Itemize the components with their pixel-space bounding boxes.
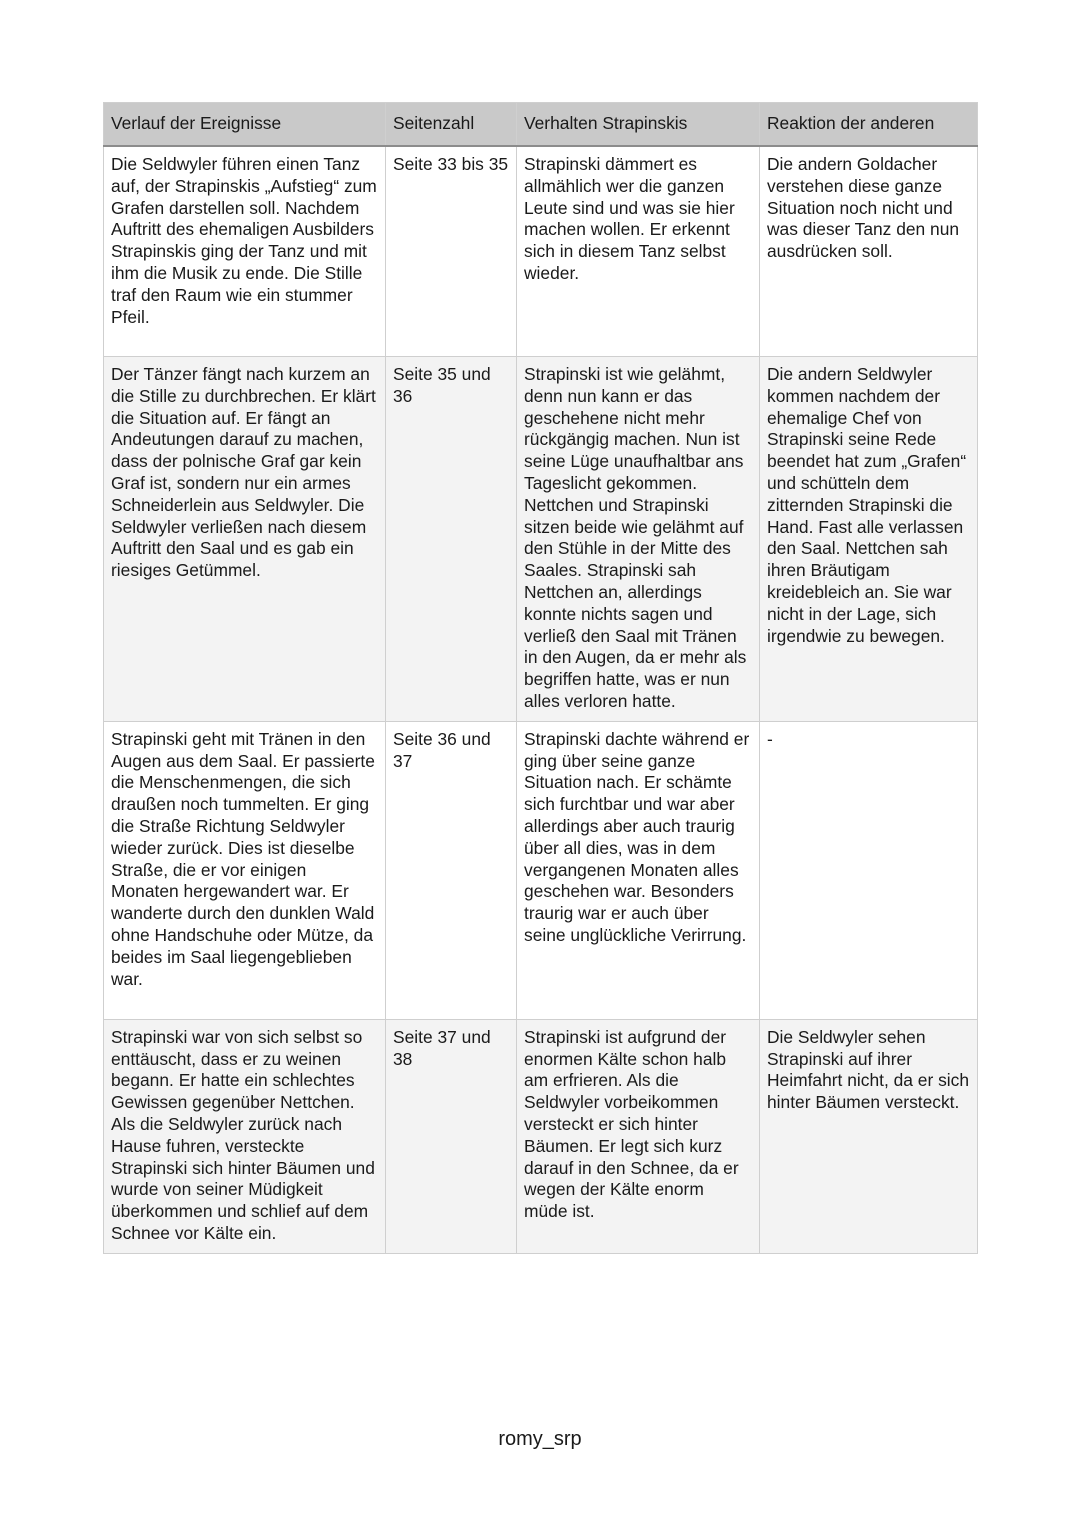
cell-seitenzahl: Seite 33 bis 35: [386, 146, 517, 357]
header-verhalten: Verhalten Strapinskis: [517, 103, 760, 147]
cell-verlauf: Strapinski geht mit Tränen in den Augen aus dem Saal. Er passierte die Menschenmengen, die sich draußen noch tummelten. Er ging die Straße Richtung Seldwyler wieder zurück. Dies ist dieselbe Straße, die er vor einigen Monaten hergewandert war. Er wanderte durch den dunklen Wald ohne Handschuhe oder Mütze, da beides im Saal liegengeblieben war.: [104, 721, 386, 1019]
table-row: [104, 1019, 978, 1253]
cell-verhalten: Strapinski ist aufgrund der enormen Kälte schon halb am erfrieren. Als die Seldwyler vorbeikommen versteckt er sich hinter Bäumen. Er legt sich kurz darauf in den Schnee, da er wegen der Kälte enorm müde ist.: [517, 1019, 760, 1253]
cell-verlauf: Strapinski war von sich selbst so enttäuscht, dass er zu weinen begann. Er hatte ein schlechtes Gewissen gegenüber Nettchen. Als die Seldwyler zurück nach Hause fuhren, versteckte Strapinski sich hinter Bäumen und wurde von seiner Müdigkeit überkommen und schlief auf dem Schnee vor Kälte ein.: [104, 1019, 386, 1253]
cell-seitenzahl: Seite 35 und 36: [386, 357, 517, 722]
cell-verlauf: Die Seldwyler führen einen Tanz auf, der Strapinskis „Aufstieg“ zum Grafen darstellen soll. Nachdem Auftritt des ehemaligen Ausbilders Strapinskis ging der Tanz und mit ihm die Musik zu ende. Die Stille traf den Raum wie ein stummer Pfeil.: [104, 146, 386, 357]
header-row: [104, 103, 978, 147]
header-reaktion: Reaktion der anderen: [760, 103, 978, 147]
table-row: [104, 357, 978, 722]
cell-reaktion: -: [760, 721, 978, 1019]
author-footer: romy_srp: [498, 1428, 582, 1450]
cell-reaktion: Die Seldwyler sehen Strapinski auf ihrer Heimfahrt nicht, da er sich hinter Bäumen versteckt.: [760, 1019, 978, 1253]
cell-verhalten: Strapinski ist wie gelähmt, denn nun kann er das geschehene nicht mehr rückgängig machen. Nun ist seine Lüge unaufhaltbar ans Tageslicht gekommen. Nettchen und Strapinski sitzen beide wie gelähmt auf den Stühle in der Mitte des Saales. Strapinski sah Nettchen an, allerdings konnte nichts sagen und verließ den Saal mit Tränen in den Augen, da er mehr als begriffen hatte, was er nun alles verloren hatte.: [517, 357, 760, 722]
table-row: [104, 146, 978, 357]
cell-reaktion: Die andern Seldwyler kommen nachdem der ehemalige Chef von Strapinski seine Rede beendet hat zum „Grafen“ und schütteln dem zitternden Strapinski die Hand. Fast alle verlassen den Saal. Nettchen sah ihren Bräutigam kreidebleich an. Sie war nicht in der Lage, sich irgendwie zu bewegen.: [760, 357, 978, 722]
cell-reaktion: Die andern Goldacher verstehen diese ganze Situation noch nicht und was dieser Tanz den nun ausdrücken soll.: [760, 146, 978, 357]
table-row: [104, 721, 978, 1019]
cell-seitenzahl: Seite 36 und 37: [386, 721, 517, 1019]
header-verlauf: Verlauf der Ereignisse: [104, 103, 386, 147]
table-header: [104, 103, 978, 147]
table-body: [104, 146, 978, 1253]
cell-seitenzahl: Seite 37 und 38: [386, 1019, 517, 1253]
header-seitenzahl: Seitenzahl: [386, 103, 517, 147]
cell-verlauf: Der Tänzer fängt nach kurzem an die Stille zu durchbrechen. Er klärt die Situation auf. Er fängt an Andeutungen darauf zu machen, dass der polnische Graf gar kein Graf ist, sondern nur ein armes Schneiderlein aus Seldwyler. Die Seldwyler verließen nach diesem Auftritt den Saal und es gab ein riesiges Getümmel.: [104, 357, 386, 722]
cell-verhalten: Strapinski dämmert es allmählich wer die ganzen Leute sind und was sie hier machen wollen. Er erkennt sich in diesem Tanz selbst wieder.: [517, 146, 760, 357]
events-table: [103, 102, 978, 1254]
cell-verhalten: Strapinski dachte während er ging über seine ganze Situation nach. Er schämte sich furchtbar und war aber allerdings aber auch traurig über all dies, was in dem vergangenen Monaten alles geschehen war. Besonders traurig war er auch über seine unglückliche Verirrung.: [517, 721, 760, 1019]
